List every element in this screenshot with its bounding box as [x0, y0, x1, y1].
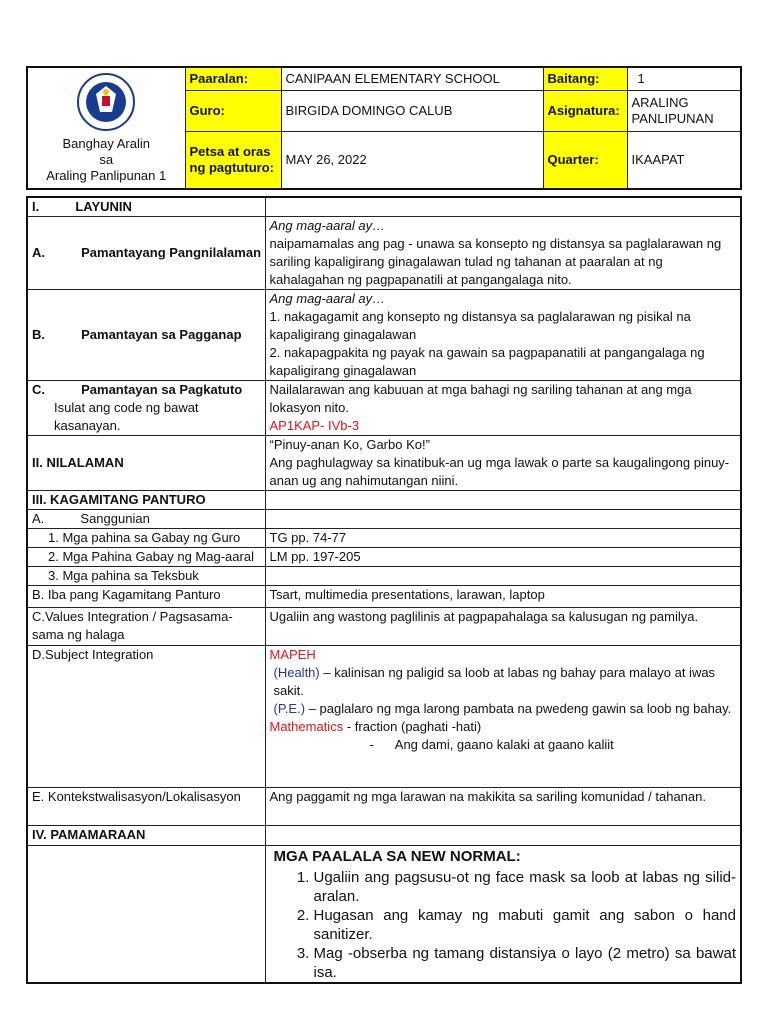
paaralan-value: CANIPAAN ELEMENTARY SCHOOL [281, 67, 543, 90]
teksbuk-label: 3. Mga pahina sa Teksbuk [27, 567, 265, 586]
quarter-label: Quarter: [543, 131, 627, 189]
school-logo-cell [27, 67, 185, 189]
doc-title-2: sa [99, 152, 114, 167]
new-normal-item: 1. Ugaliin ang pagsusu-ot ng face mask sa loob at labas ng silid-aralan. [314, 868, 737, 906]
b-text-2: 2. nakapagpakita ng payak na gawain sa pagpapanatili at pangangalaga ng kapaligirang ginagalawan [269, 345, 705, 378]
guro-value: BIRGIDA DOMINGO CALUB [281, 90, 543, 131]
mapeh-label: MAPEH [269, 647, 316, 662]
values-integration-label: C.Values Integration / Pagsasama-sama ng halaga [27, 608, 265, 646]
lesson-plan-table [26, 196, 742, 984]
header-table [26, 66, 742, 190]
kontekstwalisasyon-label: E. Kontekstwalisasyon/Lokalisasyon [27, 788, 265, 826]
pe-line [270, 700, 737, 718]
c-code: AP1KAP- IVb-3 [269, 418, 360, 433]
c-text: Nailalarawan ang kabuuan at mga bahagi ng sariling tahanan at ang mga lokasyon nito. [269, 382, 692, 415]
new-normal-item: 2. Hugasan ang kamay ng mabuti gamit ang sabon o hand sanitizer. [314, 906, 737, 944]
c-sub: Isulat ang code ng bawat kasanayan. [54, 400, 199, 433]
gabay-guro-label: 1. Mga pahina sa Gabay ng Guro [27, 529, 265, 548]
petsa-label [185, 131, 281, 189]
paaralan-label: Paaralan: [185, 67, 281, 90]
subject-integration-label: D.Subject Integration [27, 646, 265, 788]
a-intro: Ang mag-aaral ay… [269, 218, 386, 233]
asignatura-label: Asignatura: [543, 90, 627, 131]
values-integration-value: Ugaliin ang wastong paglilinis at pagpapahalaga sa kalusugan ng pamilya. [265, 608, 741, 646]
health-tag: (Health) [273, 665, 320, 680]
kontekstwalisasyon-value: Ang paggamit ng mga larawan na makikita sa sariling komunidad / tahanan. [265, 788, 741, 826]
asignatura-value-2: PANLIPUNAN [631, 110, 714, 126]
pamamaraan-heading: IV. PAMAMARAAN [27, 826, 265, 846]
baitang-value: 1 [627, 67, 741, 90]
doc-title-3: Araling Panlipunan 1 [46, 168, 167, 183]
b-intro: Ang mag-aaral ay… [269, 291, 386, 306]
pamantayan-pagganap-label: B. Pamantayan sa Pagganap [27, 290, 265, 381]
baitang-label: Baitang: [543, 67, 627, 90]
pamantayan-pagganap-text [265, 290, 741, 381]
guro-label: Guro: [185, 90, 281, 131]
petsa-value: MAY 26, 2022 [281, 131, 543, 189]
new-normal-item: 3. Mag -obserba ng tamang distansiya o layo (2 metro) sa bawat isa. [314, 944, 737, 982]
petsa-label-2: ng pagtuturo: [189, 159, 274, 175]
layunin-heading: I. LAYUNIN [27, 197, 265, 217]
math-line [270, 718, 737, 736]
c-label: C. Pamantayan sa Pagkatuto [32, 382, 243, 397]
pamantayang-pangnilalaman-text [265, 217, 741, 290]
gabay-magaaral-label: 2. Mga Pahina Gabay ng Mag-aaral [27, 548, 265, 567]
nilalaman-label: II. NILALAMAN [27, 436, 265, 491]
pe-text: – paglalaro ng mga larong pambata na pwedeng gawin sa loob ng bahay. [305, 701, 732, 716]
deped-seal-icon [76, 72, 136, 132]
nilalaman-title: “Pinuy-anan Ko, Garbo Ko!” [269, 437, 430, 452]
asignatura-value [627, 90, 741, 131]
b-text-1: 1. nakagagamit ang konsepto ng distansya sa paglalarawan ng pisikal na kapaligirang ginagalawan [269, 309, 691, 342]
gabay-guro-value: TG pp. 74-77 [265, 529, 741, 548]
pamantayang-pangnilalaman-label: A. Pamantayang Pangnilalaman [27, 217, 265, 290]
math-text: - fraction (paghati -hati) [343, 719, 482, 734]
new-normal-list [270, 868, 737, 982]
pamantayan-pagkatuto-text [265, 381, 741, 436]
kagamitan-heading: III. KAGAMITANG PANTURO [27, 491, 265, 510]
asignatura-value-1: ARALING [631, 94, 689, 110]
iba-kagamitan-label: B. Iba pang Kagamitang Panturo [27, 586, 265, 608]
nilalaman-body: Ang paghulagway sa kinatibuk-an ug mga lawak o parte sa kaugalingong pinuy-anan ug ang nahimutangan niini. [269, 455, 730, 488]
petsa-label-1: Petsa at oras [189, 143, 271, 159]
new-normal-title: MGA PAALALA SA NEW NORMAL: [273, 848, 521, 865]
subject-integration-value [265, 646, 741, 788]
new-normal-reminders [265, 846, 741, 984]
math-sub: - Ang dami, gaano kalaki at gaano kaliit [369, 737, 614, 752]
doc-title-1: Banghay Aralin [62, 136, 150, 151]
health-line [270, 664, 737, 700]
sanggunian-label: A. Sanggunian [27, 510, 265, 529]
a-text: naipamamalas ang pag - unawa sa konsepto ng distansya sa paglalarawan ng sariling kapaligirang ginagalawan tulad ng tahanan at paaralan at ng kahalagahan ng pagpapanatili at pangangalaga nito. [269, 236, 722, 287]
iba-kagamitan-value: Tsart, multimedia presentations, larawan, laptop [265, 586, 741, 608]
pe-tag: (P.E.) [273, 701, 306, 716]
gabay-magaaral-value: LM pp. 197-205 [265, 548, 741, 567]
nilalaman-text [265, 436, 741, 491]
quarter-value: IKAAPAT [627, 131, 741, 189]
health-text: – kalinisan ng paligid sa loob at labas ng bahay para malayo at iwas sakit. [273, 665, 716, 698]
math-tag: Mathematics [269, 719, 344, 734]
pamantayan-pagkatuto-label [27, 381, 265, 436]
